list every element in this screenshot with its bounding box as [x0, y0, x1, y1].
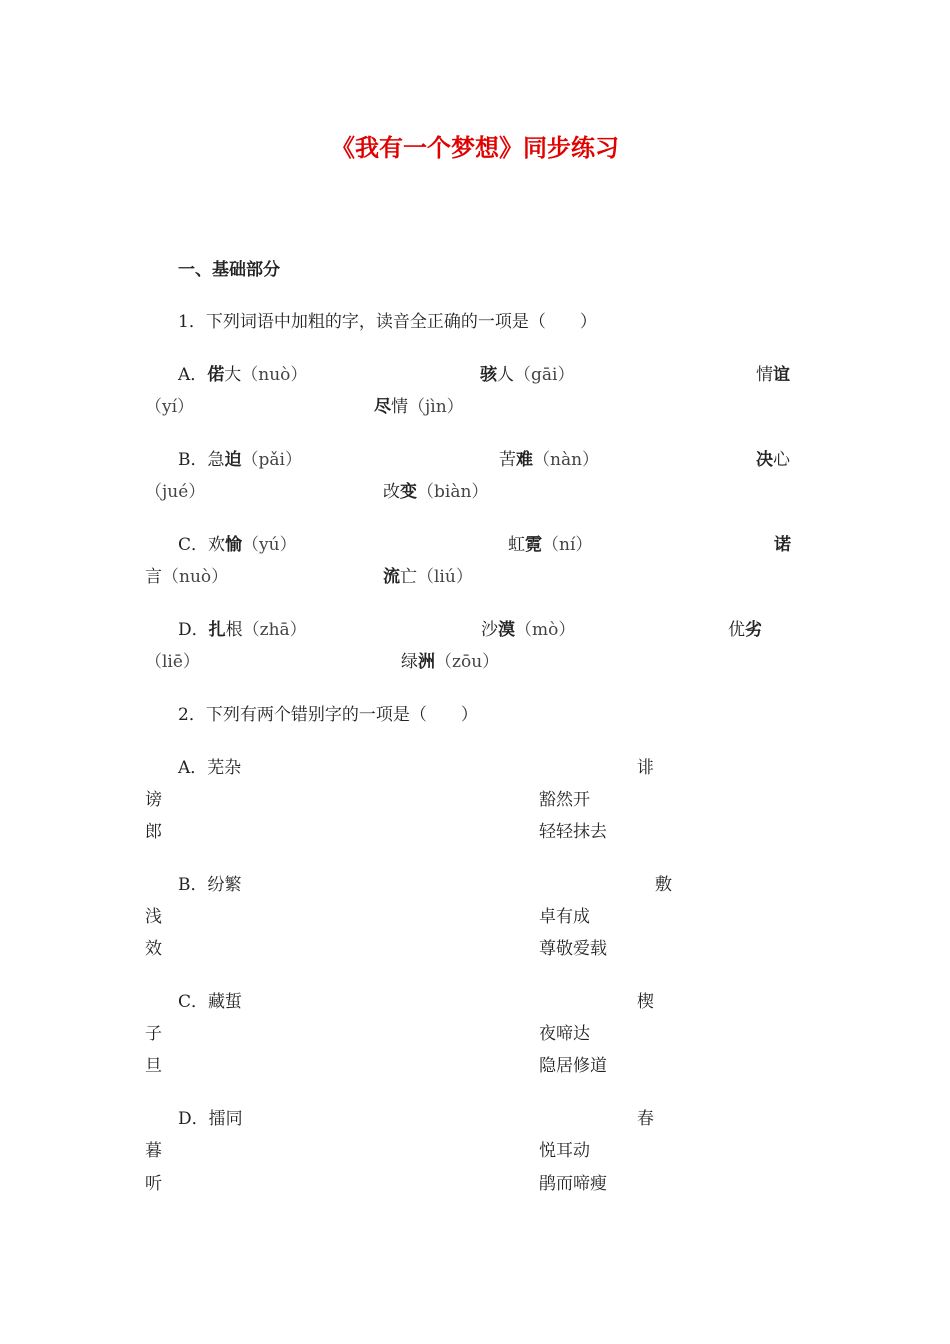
bold-char: 迫: [224, 450, 242, 470]
word-char: 根: [225, 620, 243, 640]
q2-option-b-left-3: 效: [145, 939, 162, 959]
q1-option-c-word-3-bold: 诺: [774, 535, 791, 555]
q2-option-c-left-2: 子: [145, 1024, 162, 1044]
q1-option-c-word-3-rest: [145, 565, 228, 589]
q2-option-d-right-2: 悦耳动: [539, 1141, 590, 1161]
q1-option-a-word-1: [178, 363, 307, 387]
q1-option-b-word-4: [383, 480, 488, 504]
word-char: 人: [497, 365, 514, 385]
q2-option-a-right-3: 轻轻抹去: [539, 822, 607, 842]
pinyin: （zhā）: [242, 620, 307, 640]
option-label: D．: [178, 620, 209, 640]
option-label: A．: [178, 758, 208, 778]
q1-option-a-word-2: [480, 363, 574, 387]
option-label: C．: [178, 535, 209, 555]
bold-char: 劣: [745, 620, 762, 640]
q1-option-b-word-3: [756, 448, 790, 472]
option-label: B．: [178, 875, 208, 895]
pinyin: （pǎi）: [241, 450, 302, 470]
q2-option-b-line-1: [178, 873, 242, 897]
option-label: B．: [178, 450, 208, 470]
pinyin: （ní）: [542, 535, 593, 555]
pinyin: （biàn）: [417, 482, 489, 502]
word-char: 心: [773, 450, 790, 470]
pinyin: （nuò）: [162, 567, 229, 587]
q2-option-d-right-1: 春: [637, 1109, 654, 1129]
word-char: 急: [207, 450, 225, 470]
q1-option-b-word-1: [178, 448, 302, 472]
pinyin: （nuò）: [241, 365, 308, 385]
q2-option-d-left-3: 听: [145, 1174, 162, 1194]
word-char: 言: [145, 567, 162, 587]
q1-option-a-word-4: [374, 395, 464, 419]
q2-option-c-left-3: 旦: [145, 1056, 162, 1076]
page-title: 《我有一个梦想》同步练习: [331, 133, 619, 162]
word-char: 情: [756, 365, 773, 385]
bold-char: 扎: [208, 620, 226, 640]
q2-option-c-right-2: 夜啼达: [539, 1024, 590, 1044]
word-char: 情: [391, 397, 408, 417]
q1-option-d-word-2: [481, 618, 575, 642]
q2-option-c-line-1: [178, 990, 242, 1014]
option-text: 藏蜇: [208, 992, 243, 1012]
pinyin: （nàn）: [533, 450, 600, 470]
word-char: 欢: [208, 535, 226, 555]
pinyin: （yú）: [242, 535, 297, 555]
q2-option-d-right-3: 鹃而啼瘦: [539, 1174, 607, 1194]
q1-option-d-word-1: [178, 618, 307, 642]
q2-option-b-left-2: 浅: [145, 907, 162, 927]
q1-option-d-word-4: [401, 650, 499, 674]
q1-option-c-word-4: [383, 565, 473, 589]
word-char: 改: [383, 482, 400, 502]
option-text: 芜杂: [207, 758, 242, 778]
bold-char: 霓: [525, 535, 542, 555]
bold-char: 尽: [374, 397, 391, 417]
option-label: D．: [178, 1109, 209, 1129]
pinyin: （jìn）: [408, 397, 464, 417]
section-heading: 一、基础部分: [178, 260, 280, 280]
word-char: 沙: [481, 620, 498, 640]
q2-option-a-line-1: [178, 756, 241, 780]
question-2-stem: 2．下列有两个错别字的一项是（ ）: [178, 705, 478, 725]
q2-option-c-right-1: 楔: [637, 992, 654, 1012]
q2-option-c-right-3: 隐居修道: [539, 1056, 607, 1076]
q2-option-b-right-2: 卓有成: [539, 907, 590, 927]
q2-option-d-left-2: 暮: [145, 1141, 162, 1161]
word-char: 虹: [508, 535, 525, 555]
option-text: 擂同: [208, 1109, 243, 1129]
q1-option-b-word-2: [499, 448, 599, 472]
q2-option-a-left-2: 谤: [145, 790, 162, 810]
bold-char: 变: [400, 482, 417, 502]
pinyin: （zōu）: [435, 652, 500, 672]
word-char: 优: [728, 620, 745, 640]
q2-option-a-left-3: 郎: [145, 822, 162, 842]
word-char: 苦: [499, 450, 516, 470]
q1-option-a-pinyin-3: （yí）: [145, 397, 195, 417]
q1-option-d-word-3: [728, 618, 762, 642]
bold-char: 漠: [498, 620, 515, 640]
q1-option-d-pinyin-3: （liē）: [145, 652, 200, 672]
bold-char: 骇: [480, 365, 497, 385]
pinyin: （gāi）: [514, 365, 575, 385]
bold-char: 谊: [773, 365, 790, 385]
question-1-stem: 1．下列词语中加粗的字，读音全正确的一项是（ ）: [178, 312, 597, 332]
bold-char: 偌: [207, 365, 225, 385]
q2-option-a-right-1: 诽: [637, 758, 654, 778]
pinyin: （liú）: [417, 567, 473, 587]
q2-option-b-right-1: 敷: [655, 875, 672, 895]
q1-option-b-pinyin-3: （jué）: [145, 482, 206, 502]
bold-char: 难: [516, 450, 533, 470]
pinyin: （mò）: [515, 620, 576, 640]
bold-char: 洲: [418, 652, 435, 672]
q1-option-c-word-2: [508, 533, 592, 557]
bold-char: 流: [383, 567, 400, 587]
option-label: C．: [178, 992, 209, 1012]
q2-option-b-right-3: 尊敬爱载: [539, 939, 607, 959]
bold-char: 决: [756, 450, 773, 470]
option-label: A．: [178, 365, 208, 385]
word-char: 绿: [401, 652, 418, 672]
word-char: 大: [224, 365, 242, 385]
word-char: 亡: [400, 567, 417, 587]
q1-option-c-word-1: [178, 533, 297, 557]
q2-option-a-right-2: 豁然开: [539, 790, 590, 810]
option-text: 纷繁: [207, 875, 242, 895]
q1-option-a-word-3: [756, 363, 790, 387]
bold-char: 愉: [225, 535, 243, 555]
q2-option-d-line-1: [178, 1107, 243, 1131]
